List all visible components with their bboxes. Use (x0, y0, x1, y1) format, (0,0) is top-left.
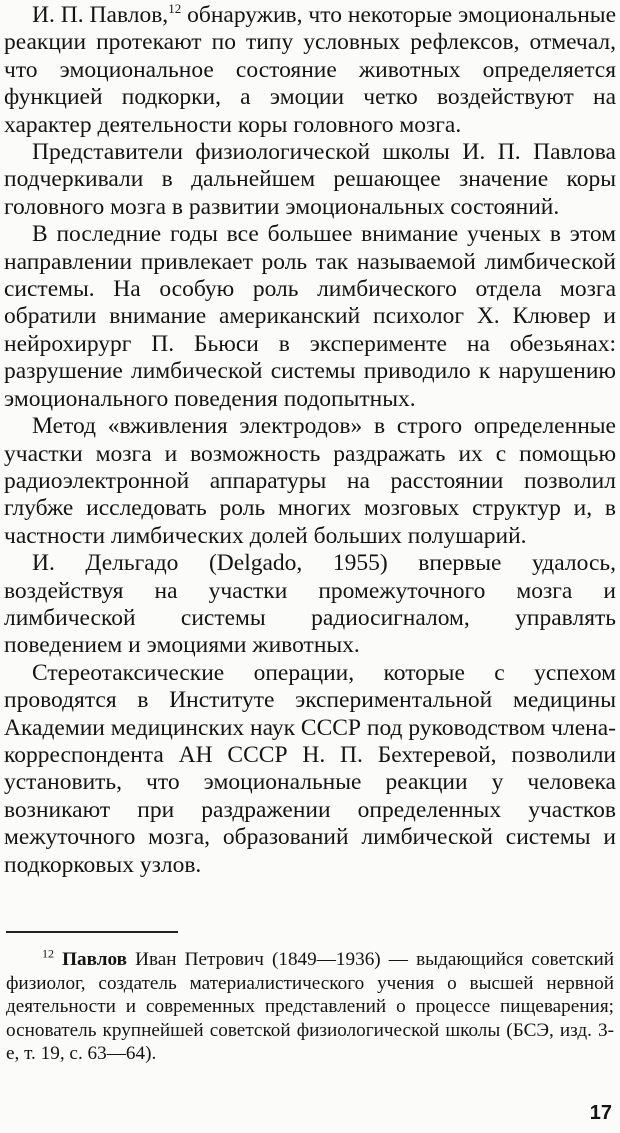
paragraph-4: Метод «вживления электродов» в строго определенные участки мозга и возможность раздражать их с помощью радиоэлектронной аппаратуры на расстоянии позволил глубже исследовать роль многих мозговых структур и, в частности лимбических долей больших полушарий. (4, 413, 616, 549)
footnote-marker: 12 (42, 946, 54, 961)
author-name: И. П. Павлов, (32, 2, 169, 28)
paragraph-text: обнаружив, что некоторые эмоциональные реакции протекают по типу условных рефлексов, отмечал, что эмоциональное состояние животных определяется функцией подкорки, а эмоции четко воздействуют на характер деятельности коры головного мозга. (4, 2, 616, 138)
page-number: 17 (589, 1102, 612, 1124)
footnote-text: Иван Петрович (1849—1936) — выдающийся советский физиолог, создатель материалистического учения о высшей нервной деятельности и современных представлений о процессе пищеварения; основатель крупнейшей советской физиологической школы (БСЭ, изд. 3-е, т. 19, с. 63—64). (6, 949, 615, 1065)
body-text (4, 2, 616, 879)
paragraph-6: Стереотаксические операции, которые с успехом проводятся в Институте экспериментальной медицины Академии медицинских наук СССР под руководством члена-корреспондента АН СССР Н. П. Бехтеревой, позволили установить, что эмоциональные реакции у человека возникают при раздражении определенных участков межуточного мозга, образований лимбической системы и подкорковых узлов. (4, 659, 616, 878)
footnote-reference: 12 (168, 1, 182, 17)
paragraph-2: Представители физиологической школы И. П. Павлова подчеркивали в дальнейшем решающее значение коры головного мозга в развитии эмоциональных состояний. (4, 139, 616, 220)
paragraph-1 (4, 2, 616, 139)
footnote-name: Павлов (62, 949, 127, 970)
footnote-divider (6, 931, 178, 933)
paragraph-5: И. Дельгадо (Delgado, 1955) впервые удалось, воздействуя на участки промежуточного мозга и лимбической системы радиосигналом, управлять поведением и эмоциями животных. (4, 550, 616, 659)
paragraph-3: В последние годы все большее внимание ученых в этом направлении привлекает роль так называемой лимбической системы. На особую роль лимбического отдела мозга обратили внимание американский психолог Х. Клювер и нейрохирург П. Бьюси в эксперименте на обезьянах: разрушение лимбической системы приводило к нарушению эмоционального поведения подопытных. (4, 221, 616, 412)
footnote (6, 948, 614, 1066)
